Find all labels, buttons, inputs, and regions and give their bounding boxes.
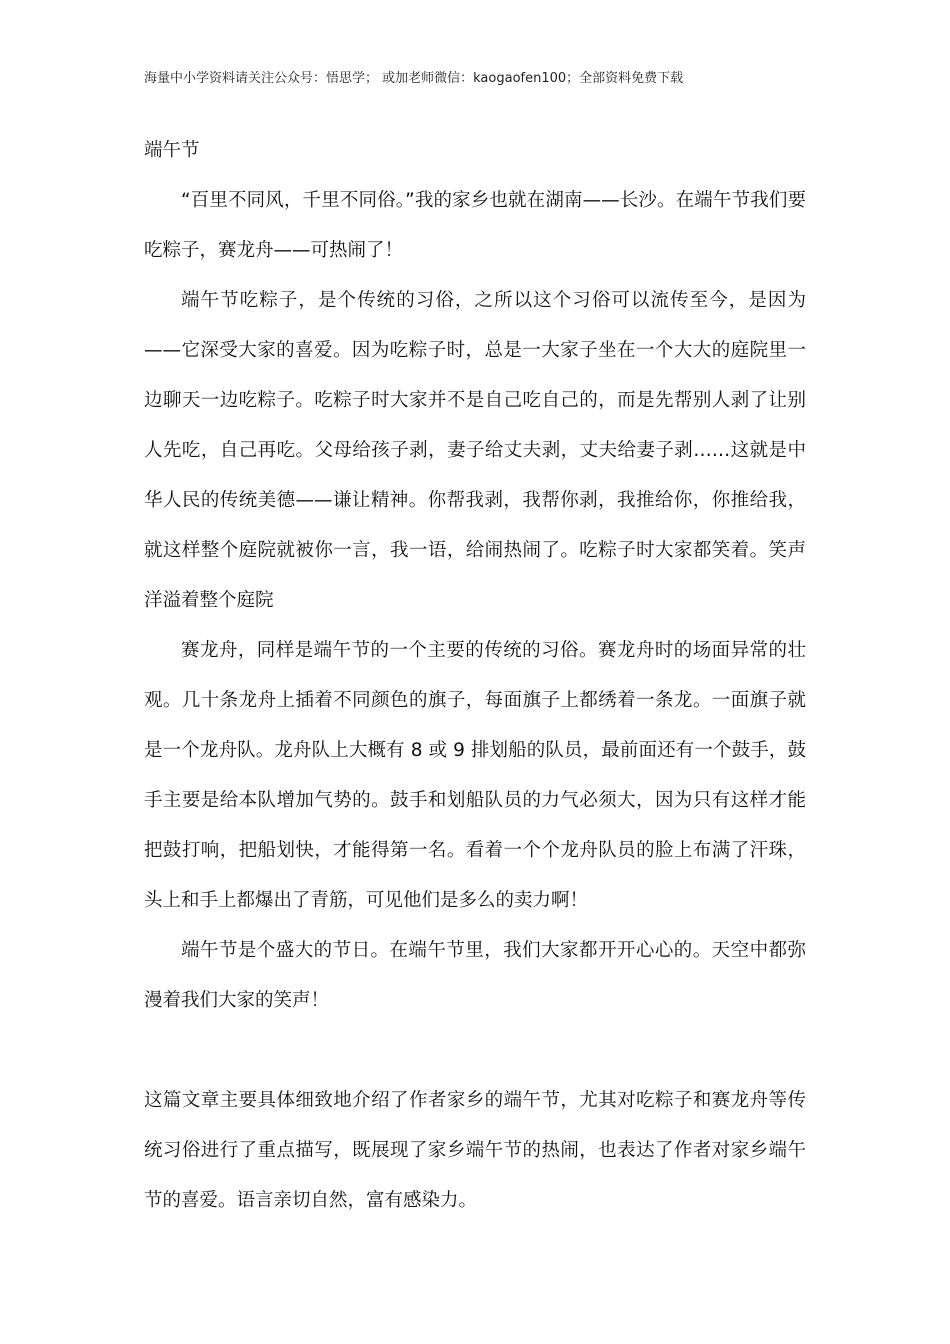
article-paragraph-4: 端午节是个盛大的节日。在端午节里，我们大家都开开心心的。天空中都弥漫着我们大家的笑声！ bbox=[144, 940, 806, 1011]
article-title: 端午节 bbox=[144, 140, 200, 161]
document-body bbox=[144, 126, 806, 1226]
article-paragraph-2: 端午节吃粽子，是个传统的习俗，之所以这个习俗可以流传至今，是因为——它深受大家的喜爱。因为吃粽子时，总是一大家子坐在一个大大的庭院里一边聊天一边吃粽子。吃粽子时大家并不是自己吃自己的，而是先帮别人剥了让别人先吃，自己再吃。父母给孩子剥，妻子给丈夫剥，丈夫给妻子剥……这就是中华人民的传统美德——谦让精神。你帮我剥，我帮你剥，我推给你，你推给我，就这样整个庭院就被你一言，我一语，给闹热闹了。吃粽子时大家都笑着。笑声洋溢着整个庭院 bbox=[144, 290, 806, 611]
commentary-text: 这篇文章主要具体细致地介绍了作者家乡的端午节，尤其对吃粽子和赛龙舟等传统习俗进行了重点描写，既展现了家乡端午节的热闹，也表达了作者对家乡端午节的喜爱。语言亲切自然，富有感染力。 bbox=[144, 1090, 806, 1211]
page-header-notice: 海量中小学资料请关注公众号：悟思学； 或加老师微信：kaogaofen100；全部资料免费下载 bbox=[144, 71, 684, 86]
article-commentary bbox=[144, 1076, 806, 1226]
article-paragraph-3: 赛龙舟，同样是端午节的一个主要的传统的习俗。赛龙舟时的场面异常的壮观。几十条龙舟上插着不同颜色的旗子，每面旗子上都绣着一条龙。一面旗子就是一个龙舟队。龙舟队上大概有 8 或 9 排划船的队员，最前面还有一个鼓手，鼓手主要是给本队增加气势的。鼓手和划船队员的力气必须大，因为只有这样才能把鼓打响，把船划快，才能得第一名。看着一个个龙舟队员的脸上布满了汗珠，头上和手上都爆出了青筋，可见他们是多么的卖力啊！ bbox=[144, 640, 806, 911]
article-paragraph-1: “百里不同风，千里不同俗。”我的家乡也就在湖南——长沙。在端午节我们要吃粽子，赛龙舟——可热闹了！ bbox=[144, 190, 806, 261]
